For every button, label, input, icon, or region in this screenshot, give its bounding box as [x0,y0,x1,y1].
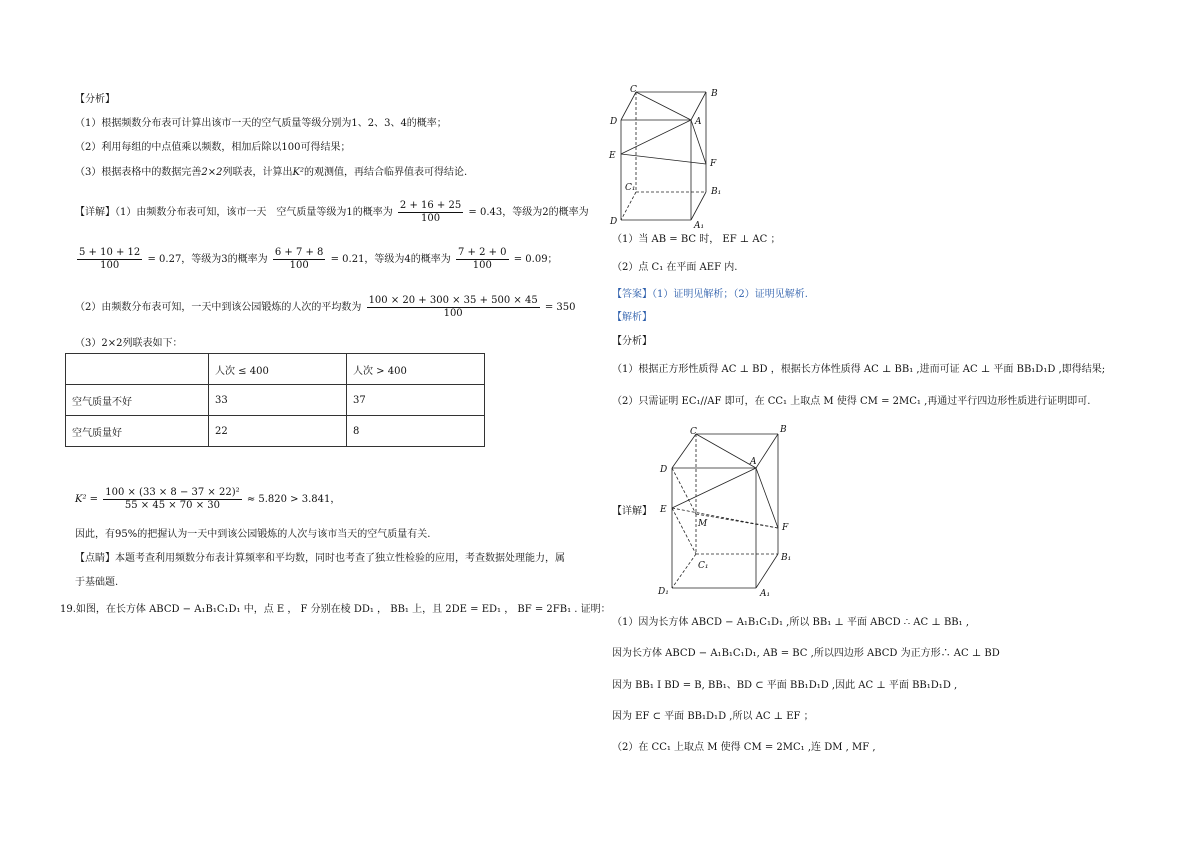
figure2-label: A [750,457,757,467]
analysis-heading-right: 【分析】 [612,336,652,347]
table-cell: 人次 ≤ 400 [209,354,347,385]
question-part-1: （1）当 AB = BC 时， EF ⊥ AC ； [612,234,781,245]
comment-line-2: 于基础题. [75,577,119,588]
analysis-line-3: （3）根据表格中的数据完善2×2列联表，计算出K²的观测值，再结合临界值表可得结论. [75,167,468,178]
figure2-label: A₁ [760,589,771,598]
solution-heading: 【解析】 [612,312,652,323]
analysis-heading: 【分析】 [75,94,115,105]
table-row [66,416,485,447]
table-cell: 37 [347,385,485,416]
figure2-label: B [780,425,787,435]
detail-line-4: （3）2×2列联表如下： [75,338,183,349]
proof-line-1: （1）因为长方体 ABCD − A₁B₁C₁D₁ ,所以 BB₁ ⊥ 平面 ABCD ∴ AC ⊥ BB₁ , [612,617,970,628]
table-cell [66,354,209,385]
conclusion: 因此，有95%的把握认为一天中到该公园锻炼的人次与该市当天的空气质量有关. [75,529,431,540]
fraction-k-square: $\frac{\text{100 × (33 × 8 − 37 × 22)²}}{55 \times 45 \times 70 \times 30}$ [105,487,240,511]
detail-line-2: $\frac{5 + 10 + 12}{100}$ = 0.27，等级为3的概率为 $\frac{6 + 7 + 8}{100}$ = 0.21，等级为4的概率为 $\frac{7 + 2 + 0}{100}$ = 0.09； [79,247,558,271]
figure1-label: B [711,89,718,99]
cuboid-figure-1 [606,84,731,229]
figure2-label: D₁ [658,587,669,597]
detail-heading-right: 【详解】 [612,506,652,517]
figure2-label: F [782,523,789,533]
table-row [66,385,485,416]
analysis-line-2: （2）利用每组的中点值乘以频数，相加后除以100可得结果； [75,142,351,153]
proof-line-4: 因为 EF ⊂ 平面 BB₁D₁D ,所以 AC ⊥ EF ； [612,711,814,722]
cuboid-figure-2 [652,422,802,598]
fraction-level-4: $\frac{7 + 2 + 0}{100}$ [457,247,507,271]
figure1-label: A₁ [694,221,705,229]
figure2-label: E [660,505,667,515]
question-part-2: （2）点 C₁ 在平面 AEF 内. [612,262,738,273]
figure1-label: E [609,151,616,161]
fraction-level-2: $\frac{5 + 10 + 12}{100}$ [79,247,141,271]
fraction-level-1: $\frac{2 + 16 + 25}{100}$ [399,200,462,224]
figure1-label: C₁ [625,183,636,193]
figure1-label: F [710,159,717,169]
fraction-average: $\frac{100 \times 20 + 300 \times 35 + 500 \times 45}{100}$ [368,295,538,319]
answer-line: 【答案】（1）证明见解析；（2）证明见解析. [612,289,808,300]
proof-line-5: （2）在 CC₁ 上取点 M 使得 CM = 2MC₁ ,连 DM , MF , [612,742,876,753]
table-cell: 8 [347,416,485,447]
detail-line-3: （2）由频数分布表可知，一天中到该公园锻炼的人次的平均数为 $\frac{100 \times 20 + 300 \times 35 + 500 \times 45}{100}$ = 350 [75,295,576,319]
table-cell: 空气质量好 [66,416,209,447]
figure1-label: D [610,117,618,127]
figure2-label: C [690,427,697,437]
detail-line-1: 【详解】（1）由频数分布表可知，该市一天 空气质量等级为1的概率为 $\frac{2 + 16 + 25}{100}$ = 0.43，等级为2的概率为 [75,200,589,224]
question-19: 19.如图，在长方体 ABCD − A₁B₁C₁D₁ 中，点 E ， F 分别在棱 DD₁ ， BB₁ 上，且 2DE = ED₁ ， BF = 2FB₁ . 证明： [60,604,611,615]
k-square-formula: K² = $\frac{\text{100 × (33 × 8 − 37 × 22)²}}{55 \times 45 \times 70 \times 30}$ ≈ 5.820 > 3.841， [75,487,341,511]
detail-tag: 【详解】 [75,207,115,218]
figure1-label: B₁ [711,187,722,197]
fraction-level-3: $\frac{6 + 7 + 8}{100}$ [274,247,324,271]
figure1-label: D [610,217,618,227]
table-row [66,354,485,385]
figure1-label: C [630,85,637,95]
figure1-label: A [695,117,702,127]
figure2-label: M [698,519,708,529]
analysis-right-line-2: （2）只需证明 EC₁//AF 即可，在 CC₁ 上取点 M 使得 CM = 2MC₁ ,再通过平行四边形性质进行证明即可. [612,396,1091,407]
figure2-label: C₁ [698,561,709,571]
table-cell: 22 [209,416,347,447]
comment-line-1: 【点睛】本题考查利用频数分布表计算频率和平均数，同时也考查了独立性检验的应用，考查数据处理能力，属 [75,553,565,564]
table-cell: 空气质量不好 [66,385,209,416]
contingency-table [65,353,485,447]
analysis-line-1: （1）根据频数分布表可计算出该市一天的空气质量等级分别为1、2、3、4的概率； [75,118,447,129]
figure2-label: D [660,465,668,475]
figure2-label: B₁ [781,553,792,563]
analysis-right-line-1: （1）根据正方形性质得 AC ⊥ BD ，根据长方体性质得 AC ⊥ BB₁ ,进而可证 AC ⊥ 平面 BB₁D₁D ,即得结果; [612,364,1106,375]
proof-line-3: 因为 BB₁ I BD = B, BB₁、BD ⊂ 平面 BB₁D₁D ,因此 AC ⊥ 平面 BB₁D₁D , [612,680,958,691]
proof-line-2: 因为长方体 ABCD − A₁B₁C₁D₁, AB = BC ,所以四边形 ABCD 为正方形∴ AC ⊥ BD [612,648,1000,659]
table-cell: 33 [209,385,347,416]
table-cell: 人次 > 400 [347,354,485,385]
